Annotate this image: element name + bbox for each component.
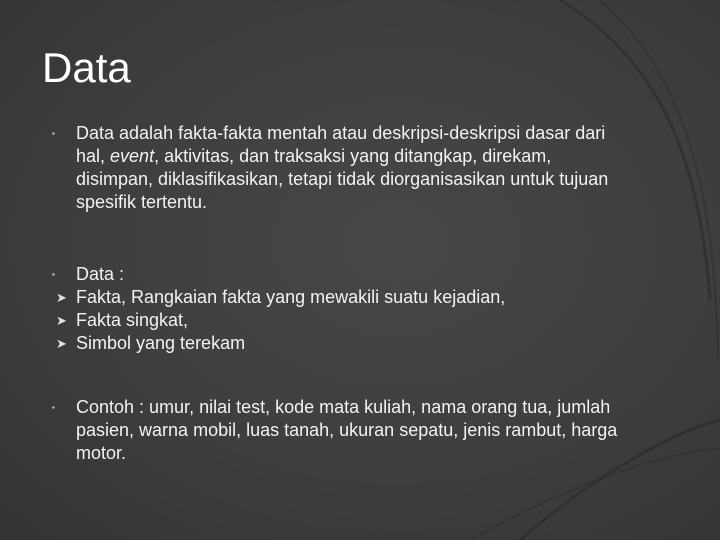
sub-item: Simbol yang terekam <box>76 333 246 353</box>
sub-item: Fakta, Rangkaian fakta yang mewakili suatu kejadian, <box>76 287 506 307</box>
bullet-text <box>76 122 632 214</box>
slide-title: Data <box>42 44 131 91</box>
right-arrow-icon: ➤ <box>56 336 67 351</box>
sub-list <box>52 286 632 355</box>
bullet-data-list <box>52 263 632 355</box>
right-arrow-icon: ➤ <box>56 290 67 305</box>
right-arrow-icon: ➤ <box>56 313 67 328</box>
small-square-icon: ▪ <box>52 403 55 412</box>
small-square-icon: ▪ <box>52 270 55 279</box>
bullet-examples <box>52 396 632 465</box>
definition-text-end: , aktivitas, dan traksaksi yang ditangkap, direkam, disimpan, diklasifikasikan, tetapi tidak diorganisasikan untuk tujuan spesifik tertentu. <box>76 146 609 212</box>
bullet-definition <box>52 122 632 214</box>
small-square-icon: ▪ <box>52 129 55 138</box>
bullet-text: Contoh : umur, nilai test, kode mata kuliah, nama orang tua, jumlah pasien, warna mobil, luas tanah, ukuran sepatu, jenis rambut, harga motor. <box>76 397 618 463</box>
sub-item: Fakta singkat, <box>76 310 189 330</box>
bullet-label: Data : <box>76 264 125 284</box>
definition-text-emphasis: event <box>110 146 155 166</box>
definition-text-start: Data adalah fakta-fakta mentah atau deskripsi-deskripsi dasar dari hal, <box>76 123 606 166</box>
